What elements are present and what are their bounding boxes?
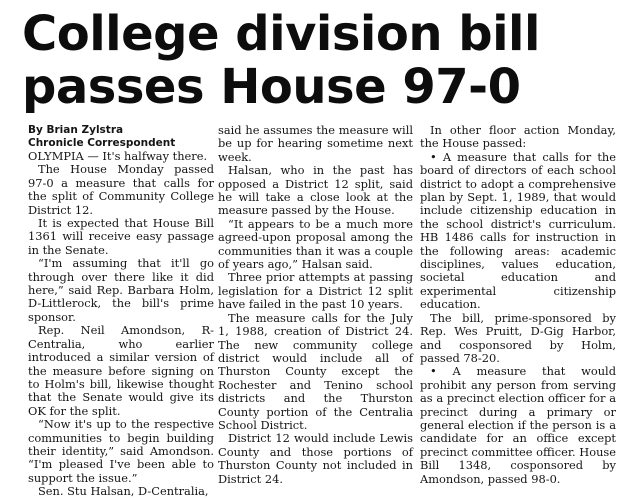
headline-line-2: passes House 97-0: [22, 59, 521, 115]
article-paragraph: Sen. Stu Halsan, D-Centralia,: [38, 484, 209, 499]
article-paragraph: The House Monday passed 97-0 a measure that calls for the split of Community College District 12.: [28, 162, 214, 217]
article-paragraph: “Now it's up to the respective communities to begin building their identity,” said Amondson. “I'm pleased I've been able to support the issue.”: [28, 417, 214, 485]
byline-author: By Brian Zylstra: [28, 124, 124, 136]
article-column-2: [218, 124, 413, 486]
article-paragraph: District 12 would include Lewis County and those portions of Thurston County not included in District 24.: [218, 431, 413, 486]
article-column-1: [28, 124, 214, 499]
article-paragraph: • A measure that would prohibit any person from serving as a precinct election officer for a precinct during a primary or general election if the person is a candidate for an office except precinct committee officer. House Bill 1348, cosponsored by Amondson, passed 98-0.: [420, 364, 617, 486]
headline: [22, 8, 622, 114]
article-paragraph: • A measure that calls for the board of directors of each school district to adopt a comprehensive plan by Sept. 1, 1989, that would include citizenship education in the school district's curriculum. HB 1486 calls for instruction in the following areas: academic disciplines, values education, societal education and experimental citizenship education.: [420, 149, 616, 312]
article-paragraph: In other floor action Monday, the House passed:: [420, 123, 616, 151]
article-column-3: [420, 124, 616, 486]
article-paragraph: It is expected that House Bill 1361 will receive easy passage in the Senate.: [28, 216, 214, 257]
article-paragraph: said he assumes the measure will be up for hearing sometime next week.: [218, 123, 413, 164]
article-paragraph: “I'm assuming that it'll go through over there like it did here,” said Rep. Barbara Holm, D-Littlerock, the bill's prime sponsor.: [28, 256, 214, 324]
article-paragraph: Three prior attempts at passing legislation for a District 12 split have failed in the past 10 years.: [218, 270, 413, 312]
article-paragraph: Rep. Neil Amondson, R-Centralia, who earlier introduced a similar version of the measure before signing on to Holm's bill, likewise thought that the Senate would give its OK for the split.: [28, 323, 214, 418]
article-paragraph: OLYMPIA — It's halfway there.: [28, 149, 208, 163]
article-paragraph: “It appears to be a much more agreed-upon proposal among the communities than it was a couple of years ago,” Halsan said.: [218, 216, 413, 272]
article-paragraph: Halsan, who in the past has opposed a District 12 split, said he will take a close look at the measure passed by the House.: [218, 163, 413, 218]
article-paragraph: The bill, prime-sponsored by Rep. Wes Pruitt, D-Gig Harbor, and cosponsored by Holm, passed 78-20.: [420, 310, 616, 365]
article-paragraph: The measure calls for the July 1, 1988, creation of District 24. The new community college district would include all of Thurston County except the Rochester and Tenino school districts and the Thurston County portion of the Centralia School District.: [218, 310, 413, 432]
byline-title: Chronicle Correspondent: [28, 137, 176, 149]
headline-line-1: College division bill: [22, 6, 540, 62]
